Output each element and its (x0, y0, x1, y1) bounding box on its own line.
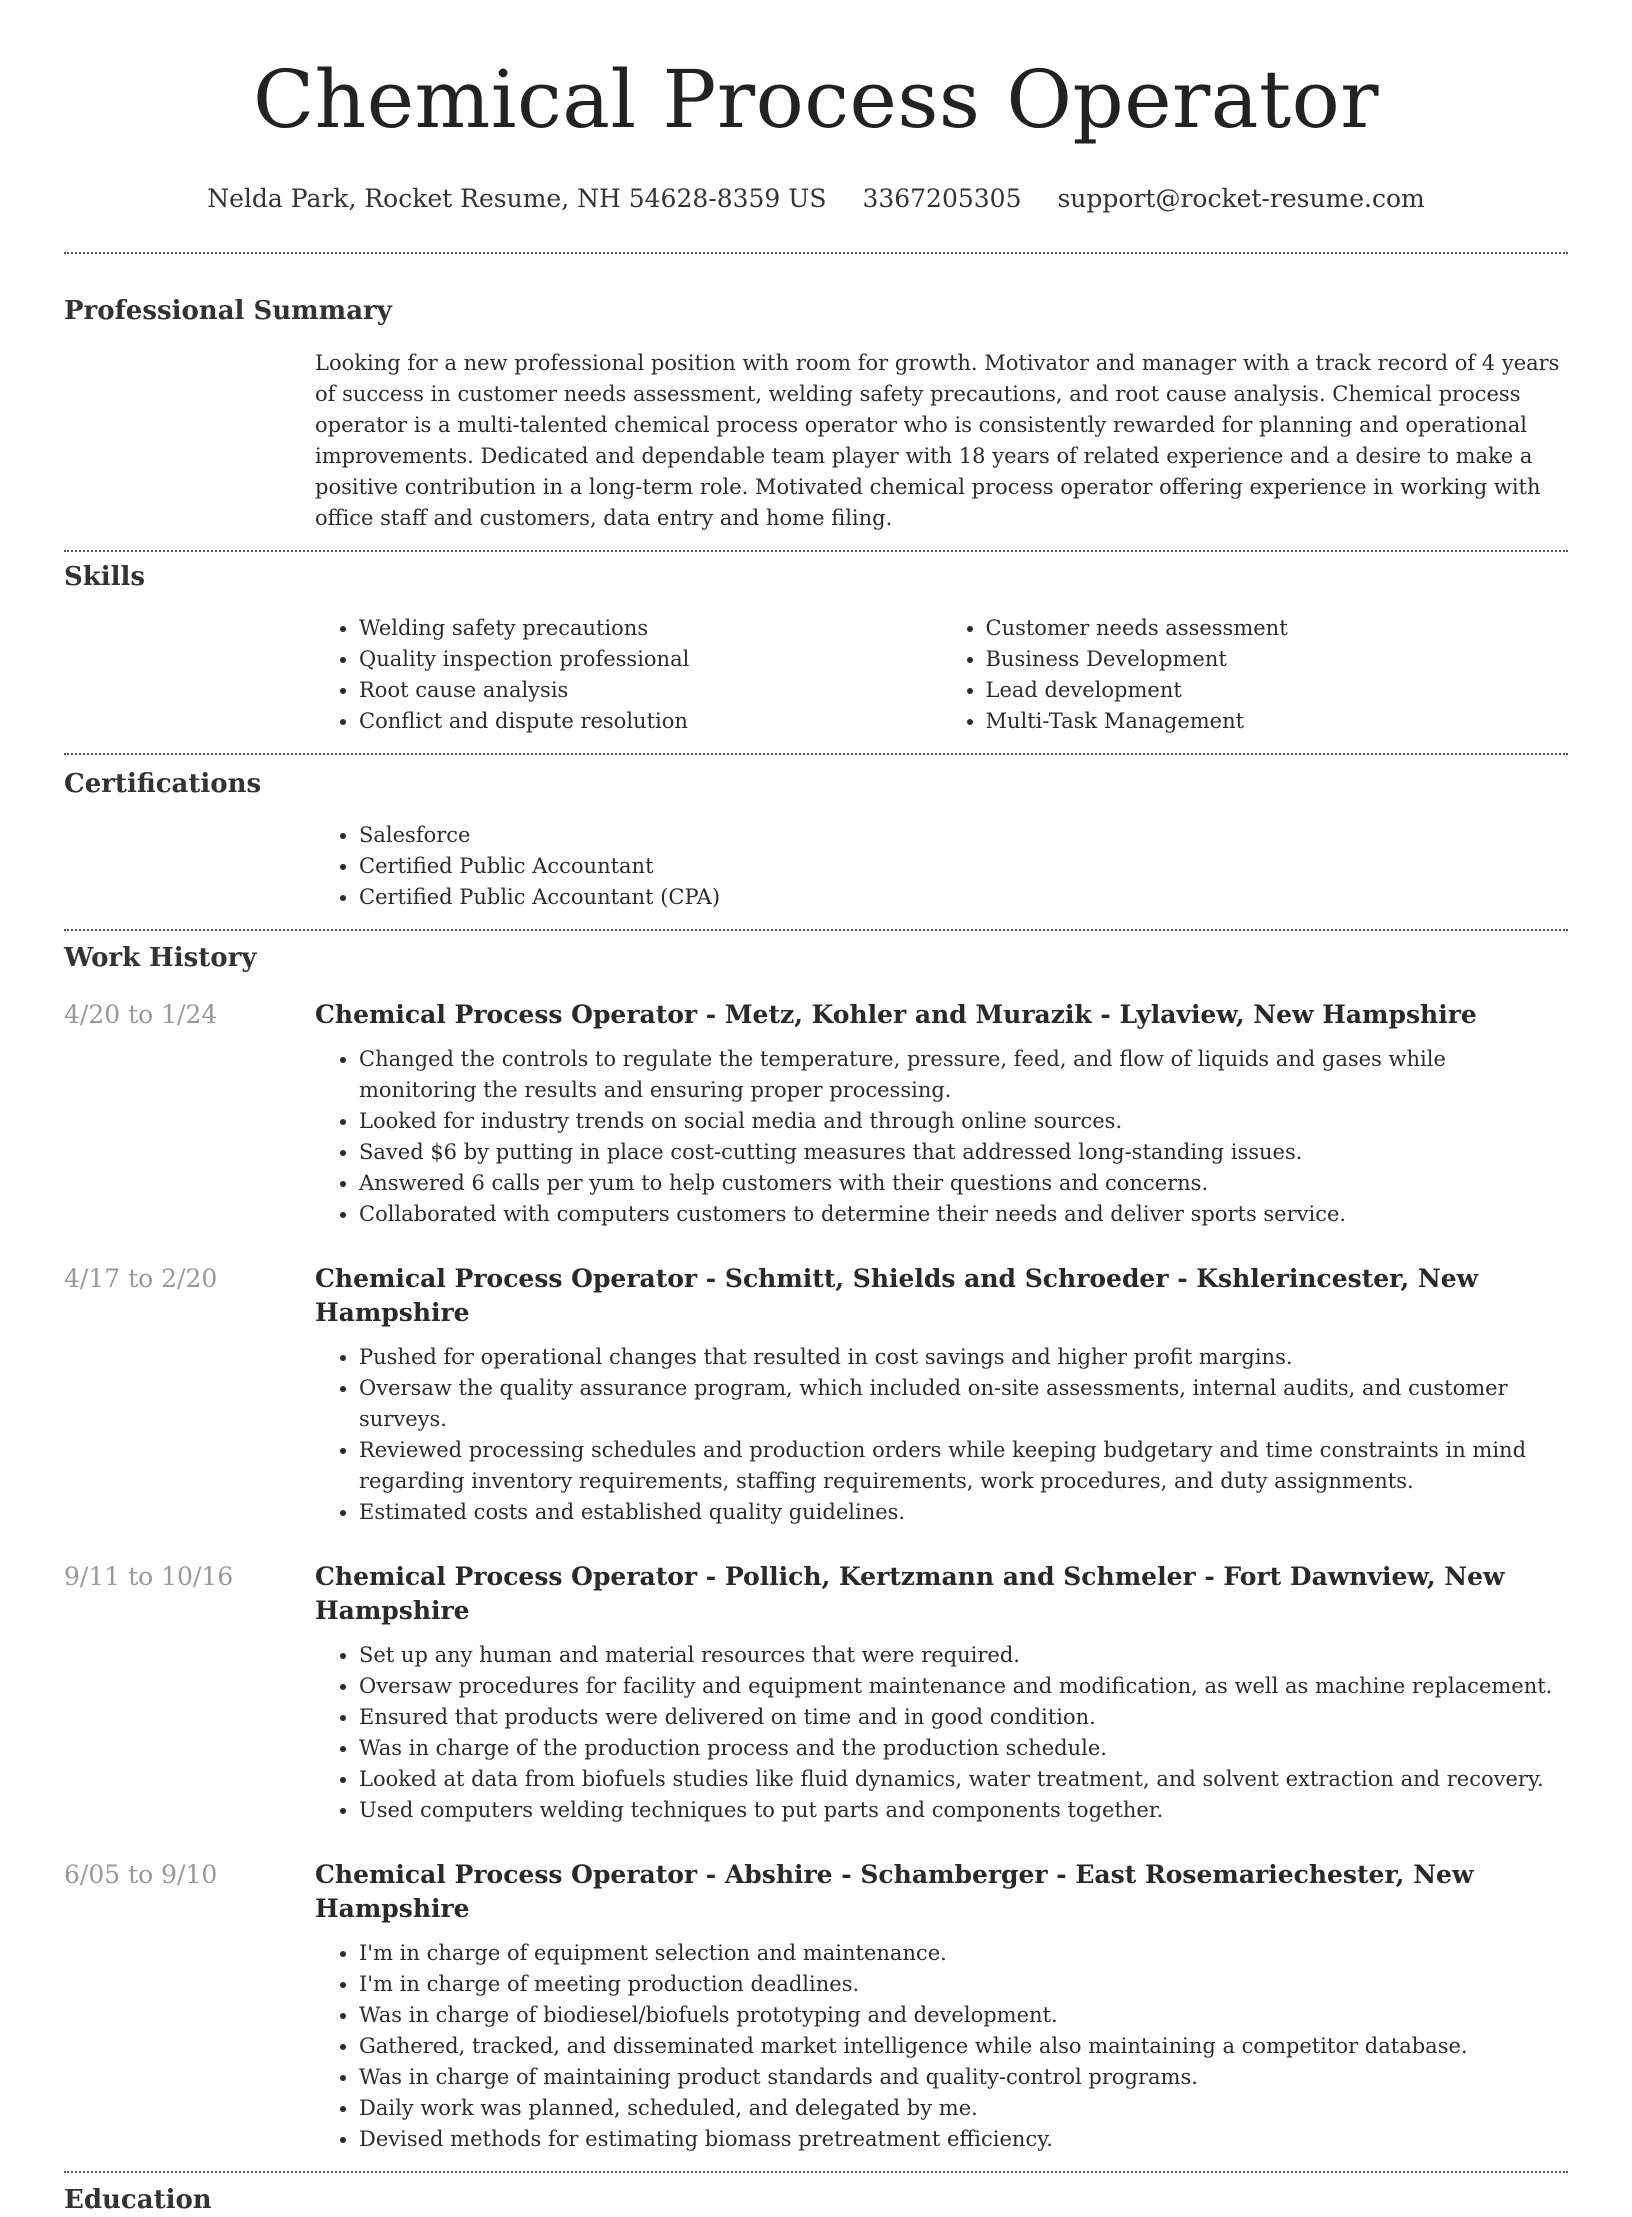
certification-item: • Salesforce (359, 820, 1568, 851)
job-bullet: • I'm in charge of meeting production deadlines. (359, 1969, 1568, 2000)
certification-item: • Certified Public Accountant (CPA) (359, 882, 1568, 913)
contact-address: Nelda Park, Rocket Resume, NH 54628-8359 US (207, 184, 827, 213)
work-history-section (64, 931, 1568, 2155)
job-bullet: • Changed the controls to regulate the temperature, pressure, feed, and flow of liquids and gases while monitoring the results and ensuring proper processing. (359, 1044, 1568, 1106)
job-title: Chemical Process Operator - Metz, Kohler and Murazik - Lylaview, New Hampshire (315, 1000, 1477, 1029)
job-bullet: • Reviewed processing schedules and production orders while keeping budgetary and time constraints in mind regarding inventory requirements, staffing requirements, work procedures, and duty assignments. (359, 1435, 1568, 1497)
section-title-summary: Professional Summary (64, 296, 392, 326)
contact-line (64, 182, 1568, 216)
skill-item: • Welding safety precautions (359, 613, 942, 644)
skill-item: • Business Development (986, 644, 1569, 675)
job-bullet: • Gathered, tracked, and disseminated market intelligence while also maintaining a competitor database. (359, 2031, 1568, 2062)
section-title-skills: Skills (64, 562, 146, 592)
job-bullet: • Was in charge of the production process and the production schedule. (359, 1733, 1568, 1764)
job-bullet: • Saved $6 by putting in place cost-cutting measures that addressed long-standing issues. (359, 1137, 1568, 1168)
job-bullet: • Was in charge of maintaining product standards and quality-control programs. (359, 2062, 1568, 2093)
job-bullet: • Used computers welding techniques to put parts and components together. (359, 1795, 1568, 1826)
job-bullet: • Ensured that products were delivered on time and in good condition. (359, 1702, 1568, 1733)
skill-item: • Quality inspection professional (359, 644, 942, 675)
summary-section (64, 254, 1568, 534)
job-title: Chemical Process Operator - Pollich, Kertzmann and Schmeler - Fort Dawnview, New Hampshire (315, 1562, 1505, 1625)
section-title-education: Education (64, 2185, 212, 2215)
job-dates: 6/05 to 9/10 (64, 1860, 218, 1889)
job-bullet: • Set up any human and material resources that were required. (359, 1640, 1568, 1671)
skill-item: • Conflict and dispute resolution (359, 706, 942, 737)
skill-item: • Lead development (986, 675, 1569, 706)
resume-title: Chemical Process Operator (252, 53, 1380, 146)
job-dates: 4/17 to 2/20 (64, 1264, 218, 1293)
skills-section (64, 552, 1568, 737)
certifications-list (315, 820, 1568, 913)
job-bullet: • Oversaw procedures for facility and equipment maintenance and modification, as well as machine replacement. (359, 1671, 1568, 1702)
job-bullet: • Was in charge of biodiesel/biofuels prototyping and development. (359, 2000, 1568, 2031)
summary-text: Looking for a new professional position with room for growth. Motivator and manager with a track record of 4 years of success in customer needs assessment, welding safety precautions, and root cause analysis. Chemical process operator is a multi-talented chemical process operator who is consistently rewarded for planning and operational improvements. Dedicated and dependable team player with 18 years of related experience and a desire to make a positive contribution in a long-term role. Motivated chemical process operator offering experience in working with office staff and customers, data entry and home filing. (315, 351, 1560, 530)
job-entry (64, 998, 1568, 1230)
job-entry (64, 1560, 1568, 1826)
job-bullet: • Devised methods for estimating biomass pretreatment efficiency. (359, 2124, 1568, 2155)
job-bullet: • Looked for industry trends on social media and through online sources. (359, 1106, 1568, 1137)
skills-list-left (315, 613, 942, 737)
job-dates: 4/20 to 1/24 (64, 1000, 218, 1029)
job-entry (64, 1858, 1568, 2155)
section-title-work-history: Work History (64, 943, 257, 973)
section-title-certifications: Certifications (64, 769, 262, 799)
certifications-section (64, 755, 1568, 913)
contact-email: support@rocket-resume.com (1057, 184, 1425, 213)
job-bullet: • Answered 6 calls per yum to help customers with their questions and concerns. (359, 1168, 1568, 1199)
job-dates: 9/11 to 10/16 (64, 1562, 234, 1591)
job-title: Chemical Process Operator - Abshire - Schamberger - East Rosemariechester, New Hampshire (315, 1860, 1474, 1923)
job-bullets (315, 1640, 1568, 1826)
skill-item: • Multi-Task Management (986, 706, 1569, 737)
job-bullets (315, 1044, 1568, 1230)
job-bullet: • Daily work was planned, scheduled, and delegated by me. (359, 2093, 1568, 2124)
skill-item: • Customer needs assessment (986, 613, 1569, 644)
contact-phone: 3367205305 (862, 184, 1022, 213)
job-entry (64, 1262, 1568, 1528)
job-bullets (315, 1938, 1568, 2155)
job-bullet: • Oversaw the quality assurance program, which included on-site assessments, internal audits, and customer surveys. (359, 1373, 1568, 1435)
job-bullets (315, 1342, 1568, 1528)
job-bullet: • Looked at data from biofuels studies like fluid dynamics, water treatment, and solvent extraction and recovery. (359, 1764, 1568, 1795)
job-bullet: • Pushed for operational changes that resulted in cost savings and higher profit margins. (359, 1342, 1568, 1373)
education-section (64, 2173, 1568, 2217)
job-bullet: • Estimated costs and established quality guidelines. (359, 1497, 1568, 1528)
skills-list-right (942, 613, 1569, 737)
certification-item: • Certified Public Accountant (359, 851, 1568, 882)
job-bullet: • Collaborated with computers customers to determine their needs and deliver sports service. (359, 1199, 1568, 1230)
job-title: Chemical Process Operator - Schmitt, Shields and Schroeder - Kshlerincester, New Hampshire (315, 1264, 1479, 1327)
skill-item: • Root cause analysis (359, 675, 942, 706)
job-bullet: • I'm in charge of equipment selection and maintenance. (359, 1938, 1568, 1969)
